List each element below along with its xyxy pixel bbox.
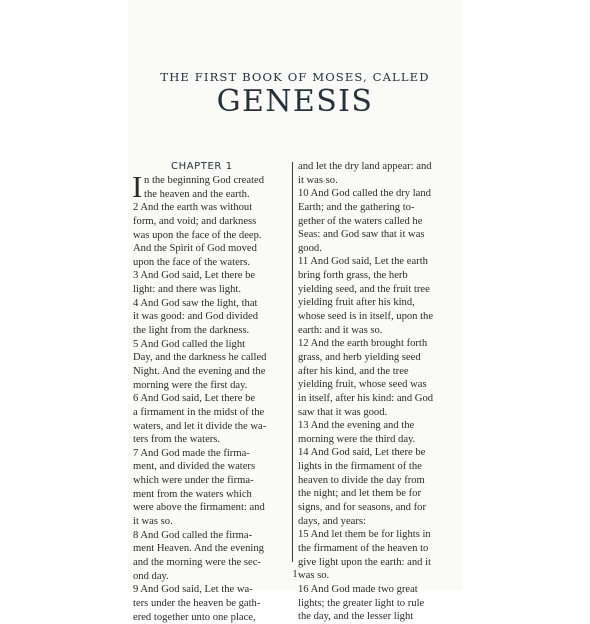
verse-line: 11 And God said, Let the earth [298, 255, 458, 269]
verse-line: Seas: and God saw that it was [298, 228, 458, 242]
verse-line: give light upon the earth: and it [298, 556, 458, 570]
verse-line: the heaven and the earth. [133, 188, 288, 202]
verse-line: earth: and it was so. [298, 324, 458, 338]
right-column [298, 160, 458, 624]
verse-line: in itself, after his kind: and God [298, 392, 458, 406]
bible-page [128, 0, 462, 590]
verse-line: 6 And God said, Let there be [133, 392, 288, 406]
verse-line: gether of the waters called he [298, 215, 458, 229]
verse-line: 7 And God made the firma- [133, 447, 288, 461]
verse-line: it was so. [298, 174, 458, 188]
verse-line: heaven to divide the day from [298, 474, 458, 488]
verse-line: it was so. [133, 515, 288, 529]
verse-line: grass, and herb yielding seed [298, 351, 458, 365]
verse-line: 9 And God said, Let the wa- [133, 583, 288, 597]
verse-line: Day, and the darkness he called [133, 351, 288, 365]
book-title: GENESIS [128, 84, 462, 119]
verse-line: signs, and for seasons, and for [298, 501, 458, 515]
verse-line: form, and void; and darkness [133, 215, 288, 229]
verse-line: 8 And God called the firma- [133, 529, 288, 543]
verse-line: 5 And God called the light [133, 338, 288, 352]
verse-line: 3 And God said, Let there be [133, 269, 288, 283]
verse-line: 2 And the earth was without [133, 201, 288, 215]
verse-line: morning were the first day. [133, 379, 288, 393]
verse-line: which were under the firma- [133, 474, 288, 488]
verse-line: morning were the third day. [298, 433, 458, 447]
verse-line: and let the dry land appear: and [298, 160, 458, 174]
verse-line: lights in the firmament of the [298, 460, 458, 474]
verse-line: and the morning were the sec- [133, 556, 288, 570]
verse-line: good. [298, 242, 458, 256]
verse-line: a firmament in the midst of the [133, 406, 288, 420]
verse-line: the light from the darkness. [133, 324, 288, 338]
verse-line: ters under the heaven be gath- [133, 597, 288, 611]
verse-line: ered together unto one place, [133, 611, 288, 624]
verse-line: ment from the waters which [133, 488, 288, 502]
column-divider [292, 162, 293, 562]
verse-line: And the Spirit of God moved [133, 242, 288, 256]
verse-line: yielding seed, and the fruit tree [298, 283, 458, 297]
verse-line: the day, and the lesser light [298, 610, 458, 624]
verse-line: saw that it was good. [298, 406, 458, 420]
verse-line: ond day. [133, 570, 288, 584]
verse-line: yielding fruit, whose seed was [298, 378, 458, 392]
verse-line: 13 And the evening and the [298, 419, 458, 433]
verse-line: the night; and let them be for [298, 487, 458, 501]
page-number: 1 [128, 568, 462, 580]
verse-line: 15 And let them be for lights in [298, 528, 458, 542]
verse-line: Earth; and the gathering to- [298, 201, 458, 215]
drop-cap: I [132, 173, 142, 201]
verse-line: after his kind, and the tree [298, 365, 458, 379]
verse-line: Night. And the evening and the [133, 365, 288, 379]
verse-line: ters from the waters. [133, 433, 288, 447]
verse-line: waters, and let it divide the wa- [133, 420, 288, 434]
verse-line: ment Heaven. And the evening [133, 542, 288, 556]
verse-line: bring forth grass, the herb [298, 269, 458, 283]
opening-paragraph [133, 174, 288, 624]
verse-line: 10 And God called the dry land [298, 187, 458, 201]
verse-line: yielding fruit after his kind, [298, 296, 458, 310]
book-subtitle: THE FIRST BOOK OF MOSES, CALLED [128, 70, 462, 84]
verse-line: the firmament of the heaven to [298, 542, 458, 556]
verse-line: 12 And the earth brought forth [298, 337, 458, 351]
verse-line: were above the firmament: and [133, 501, 288, 515]
verse-line: was so. [298, 569, 458, 583]
verse-line: lights; the greater light to rule [298, 597, 458, 611]
verse-line: was upon the face of the deep. [133, 229, 288, 243]
verse-line: whose seed is in itself, upon the [298, 310, 458, 324]
verse-line: upon the face of the waters. [133, 256, 288, 270]
verse-line: days, and years: [298, 515, 458, 529]
verse-line: 4 And God saw the light, that [133, 297, 288, 311]
verse-line: n the beginning God created [133, 174, 288, 188]
verse-line: light: and there was light. [133, 283, 288, 297]
chapter-heading: CHAPTER 1 [133, 160, 288, 174]
verse-line: it was good: and God divided [133, 310, 288, 324]
verse-line: 16 And God made two great [298, 583, 458, 597]
verse-line: 14 And God said, Let there be [298, 446, 458, 460]
verse-line: ment, and divided the waters [133, 460, 288, 474]
left-column [133, 160, 288, 624]
